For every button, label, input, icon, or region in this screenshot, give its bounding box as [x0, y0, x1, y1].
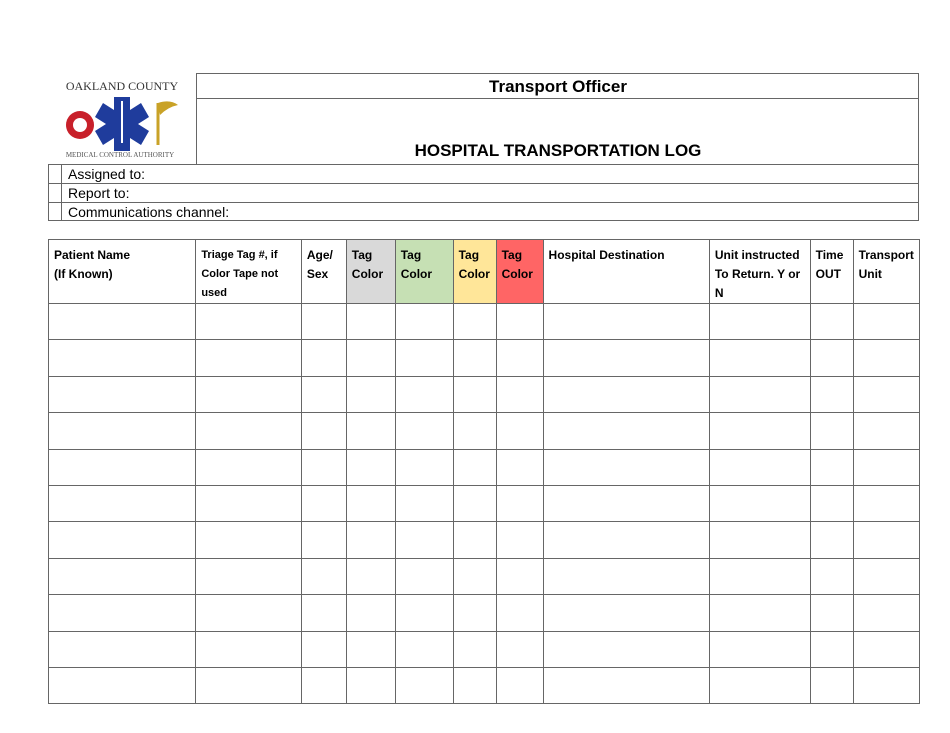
- header-line-1: Unit instructed: [714, 248, 800, 262]
- table-cell[interactable]: [301, 667, 346, 703]
- table-cell[interactable]: [346, 485, 395, 521]
- assigned-to-field[interactable]: Assigned to:: [48, 164, 919, 183]
- table-cell[interactable]: [496, 449, 543, 485]
- table-cell[interactable]: [810, 485, 853, 521]
- table-row: [49, 304, 920, 340]
- table-cell[interactable]: [301, 485, 346, 521]
- table-cell[interactable]: [395, 340, 453, 376]
- header-line-1: Patient Name: [54, 248, 131, 262]
- table-cell[interactable]: [453, 413, 496, 449]
- table-cell[interactable]: [810, 449, 853, 485]
- table-cell[interactable]: [301, 449, 346, 485]
- table-cell[interactable]: [49, 522, 196, 558]
- table-cell[interactable]: [709, 558, 810, 594]
- table-cell[interactable]: [196, 522, 302, 558]
- header-line-2: Color: [400, 267, 433, 281]
- column-header: [395, 240, 453, 304]
- table-cell[interactable]: [49, 667, 196, 703]
- table-row: [49, 595, 920, 631]
- table-cell[interactable]: [301, 376, 346, 412]
- table-cell[interactable]: [395, 667, 453, 703]
- table-cell[interactable]: [395, 595, 453, 631]
- table-cell[interactable]: [543, 376, 709, 412]
- table-cell[interactable]: [49, 595, 196, 631]
- table-cell[interactable]: [496, 631, 543, 667]
- table-cell[interactable]: [709, 595, 810, 631]
- table-cell[interactable]: [853, 340, 919, 376]
- table-cell[interactable]: [709, 485, 810, 521]
- table-cell[interactable]: [543, 595, 709, 631]
- table-cell[interactable]: [453, 667, 496, 703]
- table-cell[interactable]: [810, 522, 853, 558]
- table-cell[interactable]: [543, 485, 709, 521]
- table-row: [49, 485, 920, 521]
- table-cell[interactable]: [810, 558, 853, 594]
- table-cell[interactable]: [49, 304, 196, 340]
- table-cell[interactable]: [543, 631, 709, 667]
- table-row: [49, 522, 920, 558]
- table-cell[interactable]: [301, 340, 346, 376]
- column-header: [543, 240, 709, 304]
- table-row: [49, 558, 920, 594]
- table-cell[interactable]: [395, 376, 453, 412]
- table-cell[interactable]: [543, 340, 709, 376]
- header-line-2: Unit: [858, 267, 882, 281]
- table-cell[interactable]: [301, 558, 346, 594]
- column-header: [709, 240, 810, 304]
- table-cell[interactable]: [496, 667, 543, 703]
- svg-text:MEDICAL CONTROL AUTHORITY: MEDICAL CONTROL AUTHORITY: [65, 151, 175, 159]
- table-cell[interactable]: [543, 304, 709, 340]
- communications-channel-field[interactable]: Communications channel:: [48, 202, 919, 221]
- table-cell[interactable]: [346, 558, 395, 594]
- table-cell[interactable]: [395, 449, 453, 485]
- table-cell[interactable]: [49, 449, 196, 485]
- column-header: [49, 240, 196, 304]
- table-cell[interactable]: [196, 667, 302, 703]
- table-cell[interactable]: [346, 595, 395, 631]
- header-line-2: Color: [501, 267, 533, 281]
- table-cell[interactable]: [196, 558, 302, 594]
- table-row: [49, 413, 920, 449]
- table-cell[interactable]: [346, 304, 395, 340]
- table-cell[interactable]: [196, 304, 302, 340]
- table-cell[interactable]: [453, 631, 496, 667]
- table-cell[interactable]: [346, 340, 395, 376]
- table-cell[interactable]: [496, 304, 543, 340]
- table-cell[interactable]: [709, 522, 810, 558]
- table-row: [49, 376, 920, 412]
- header-line-1: Tag: [351, 248, 373, 262]
- table-cell[interactable]: [453, 595, 496, 631]
- table-cell[interactable]: [543, 558, 709, 594]
- table-cell[interactable]: [853, 595, 919, 631]
- table-cell[interactable]: [853, 558, 919, 594]
- table-cell[interactable]: [196, 413, 302, 449]
- table-cell[interactable]: [346, 449, 395, 485]
- table-cell[interactable]: [453, 449, 496, 485]
- table-cell[interactable]: [853, 413, 919, 449]
- form-subtitle: HOSPITAL TRANSPORTATION LOG: [414, 141, 702, 160]
- header-line-1: Triage Tag #, if: [201, 249, 278, 261]
- table-cell[interactable]: [346, 413, 395, 449]
- column-header: [196, 240, 302, 304]
- table-cell[interactable]: [301, 304, 346, 340]
- table-cell[interactable]: [496, 340, 543, 376]
- table-cell[interactable]: [395, 413, 453, 449]
- column-header: [810, 240, 853, 304]
- table-cell[interactable]: [709, 449, 810, 485]
- table-cell[interactable]: [346, 376, 395, 412]
- svg-text:OAKLAND COUNTY: OAKLAND COUNTY: [65, 79, 179, 93]
- table-cell[interactable]: [496, 558, 543, 594]
- table-cell[interactable]: [810, 304, 853, 340]
- oakland-county-mca-logo: [48, 73, 197, 164]
- table-cell[interactable]: [709, 304, 810, 340]
- table-cell[interactable]: [496, 522, 543, 558]
- table-cell[interactable]: [453, 522, 496, 558]
- table-row: [49, 340, 920, 376]
- header-line-2: (If Known): [54, 267, 113, 281]
- table-cell[interactable]: [810, 340, 853, 376]
- table-cell[interactable]: [301, 522, 346, 558]
- table-cell[interactable]: [810, 413, 853, 449]
- table-cell[interactable]: [709, 631, 810, 667]
- table-cell[interactable]: [543, 522, 709, 558]
- header-line-1: Tag: [458, 248, 480, 262]
- header-line-1: Tag: [501, 248, 523, 262]
- table-cell[interactable]: [496, 413, 543, 449]
- table-cell[interactable]: [196, 595, 302, 631]
- table-cell[interactable]: [49, 340, 196, 376]
- column-header: [346, 240, 395, 304]
- table-row: [49, 667, 920, 703]
- table-cell[interactable]: [709, 413, 810, 449]
- table-cell[interactable]: [49, 631, 196, 667]
- table-cell[interactable]: [810, 667, 853, 703]
- table-cell[interactable]: [49, 485, 196, 521]
- table-cell[interactable]: [810, 595, 853, 631]
- table-cell[interactable]: [709, 376, 810, 412]
- table-cell[interactable]: [709, 667, 810, 703]
- table-cell[interactable]: [496, 485, 543, 521]
- column-header: [301, 240, 346, 304]
- header-line-1: Age/: [306, 248, 333, 262]
- header-line-2: To Return. Y or N: [714, 267, 801, 300]
- table-cell[interactable]: [453, 558, 496, 594]
- column-header: [453, 240, 496, 304]
- table-cell[interactable]: [853, 485, 919, 521]
- table-cell[interactable]: [196, 376, 302, 412]
- table-cell[interactable]: [853, 667, 919, 703]
- page-title: Transport Officer: [197, 73, 919, 99]
- table-row: [49, 449, 920, 485]
- table-cell[interactable]: [453, 376, 496, 412]
- table-cell[interactable]: [709, 340, 810, 376]
- report-to-field[interactable]: Report to:: [48, 183, 919, 202]
- table-cell[interactable]: [49, 413, 196, 449]
- table-cell[interactable]: [395, 485, 453, 521]
- header-line-2: OUT: [815, 267, 841, 281]
- table-cell[interactable]: [346, 631, 395, 667]
- table-cell[interactable]: [196, 340, 302, 376]
- table-cell[interactable]: [196, 449, 302, 485]
- table-cell[interactable]: [301, 413, 346, 449]
- table-cell[interactable]: [853, 304, 919, 340]
- table-cell[interactable]: [453, 304, 496, 340]
- header-line-1: Transport: [858, 248, 914, 262]
- table-cell[interactable]: [543, 413, 709, 449]
- table-cell[interactable]: [301, 631, 346, 667]
- table-cell[interactable]: [395, 631, 453, 667]
- table-cell[interactable]: [346, 667, 395, 703]
- header-line-1: Time: [815, 248, 844, 262]
- table-cell[interactable]: [853, 631, 919, 667]
- column-header: [496, 240, 543, 304]
- table-cell[interactable]: [196, 485, 302, 521]
- table-cell[interactable]: [453, 340, 496, 376]
- header-line-2: Sex: [306, 267, 329, 281]
- table-cell[interactable]: [395, 522, 453, 558]
- table-cell[interactable]: [853, 522, 919, 558]
- table-cell[interactable]: [49, 558, 196, 594]
- table-cell[interactable]: [543, 667, 709, 703]
- table-cell[interactable]: [395, 304, 453, 340]
- header-line-2: Color: [351, 267, 384, 281]
- table-cell[interactable]: [543, 449, 709, 485]
- table-cell[interactable]: [346, 522, 395, 558]
- header-line-1: Tag: [400, 248, 422, 262]
- table-cell[interactable]: [301, 595, 346, 631]
- table-cell[interactable]: [496, 595, 543, 631]
- table-cell[interactable]: [853, 449, 919, 485]
- header-line-2: Color: [458, 267, 490, 281]
- table-cell[interactable]: [810, 631, 853, 667]
- table-row: [49, 631, 920, 667]
- table-cell[interactable]: [395, 558, 453, 594]
- header-line-2: Color Tape not used: [201, 268, 279, 299]
- table-cell[interactable]: [453, 485, 496, 521]
- column-header: [853, 240, 919, 304]
- transport-log-table: [48, 239, 920, 704]
- table-cell[interactable]: [496, 376, 543, 412]
- table-cell[interactable]: [196, 631, 302, 667]
- header-line-1: Hospital Destination: [548, 248, 665, 262]
- table-cell[interactable]: [810, 376, 853, 412]
- table-cell[interactable]: [853, 376, 919, 412]
- table-cell[interactable]: [49, 376, 196, 412]
